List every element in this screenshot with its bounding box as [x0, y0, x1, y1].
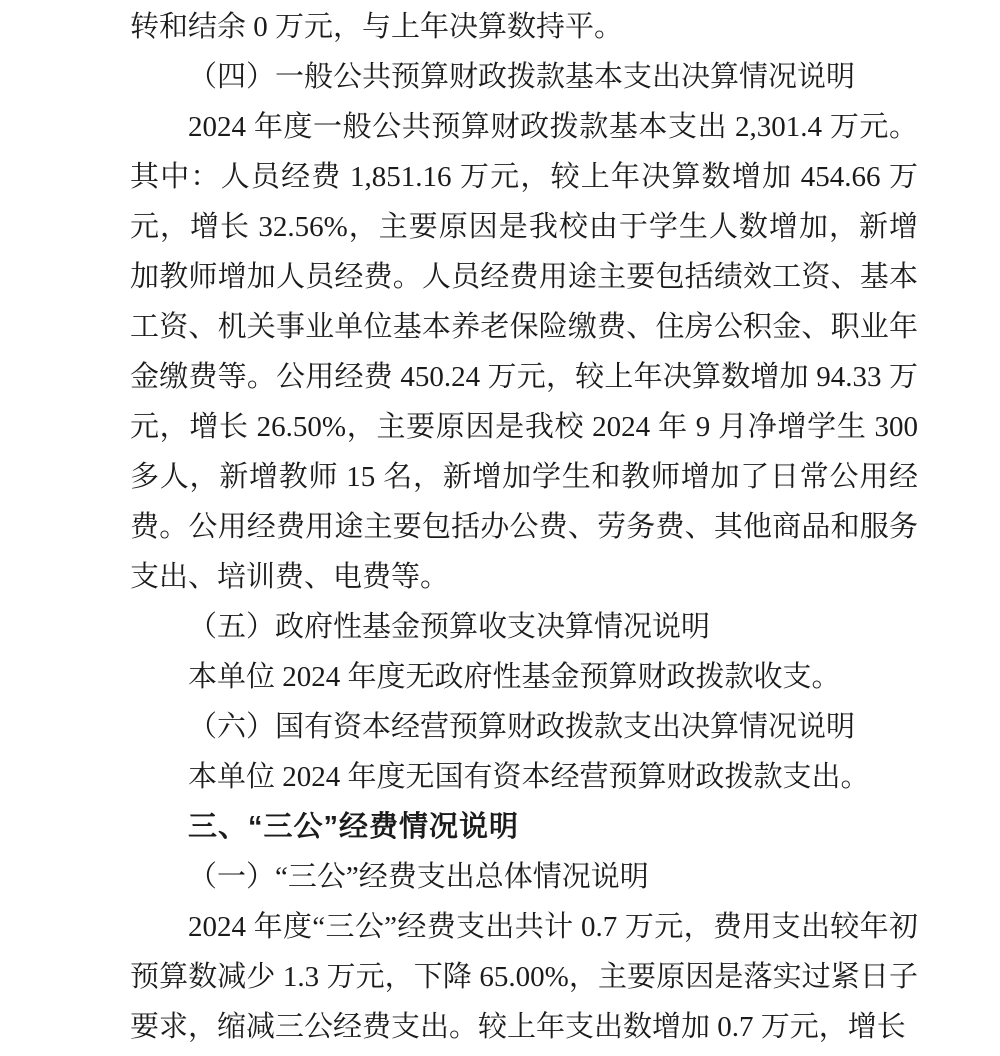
- paragraph-basic-expenditure-detail: 2024 年度一般公共预算财政拨款基本支出 2,301.4 万元。其中：人员经费 1,851.16 万元，较上年决算数增加 454.66 万元，增长 32.56%，主要原因是我校由于学生人数增加，新增加教师增加人员经费。人员经费用途主要包括绩效工资、基本工资、机关事业单位基本养老保险缴费、住房公积金、职业年金缴费等。公用经费 450.24 万元，较上年决算数增加 94.33 万元，增长 26.50%，主要原因是我校 2024 年 9 月净增学生 300 多人，新增教师 15 名，新增加学生和教师增加了日常公用经费。公用经费用途主要包括办公费、劳务费、其他商品和服务支出、培训费、电费等。: [130, 111, 918, 593]
- heading-section-5-gov-fund-budget: （五）政府性基金预算收支决算情况说明: [188, 611, 711, 643]
- heading-section-4-basic-expenditure: （四）一般公共预算财政拨款基本支出决算情况说明: [188, 61, 856, 93]
- heading-three-public-funds-section: 三、“三公”经费情况说明: [188, 811, 520, 843]
- paragraph-state-capital-budget-none: 本单位 2024 年度无国有资本经营预算财政拨款支出。: [188, 761, 870, 793]
- heading-section-6-state-capital-budget: （六）国有资本经营预算财政拨款支出决算情况说明: [188, 711, 856, 743]
- paragraph-gov-fund-budget-none: 本单位 2024 年度无政府性基金预算财政拨款收支。: [188, 661, 841, 693]
- paragraph-carryover-balance-tail: 转和结余 0 万元，与上年决算数持平。: [130, 11, 624, 43]
- paragraph-three-public-funds-detail: 2024 年度“三公”经费支出共计 0.7 万元，费用支出较年初预算数减少 1.3 万元，下降 65.00%，主要原因是落实过紧日子要求，缩减三公经费支出。较上年支出数增加 0.7 万元，增长: [130, 911, 918, 1043]
- heading-three-public-funds-overall: （一）“三公”经费支出总体情况说明: [188, 861, 649, 893]
